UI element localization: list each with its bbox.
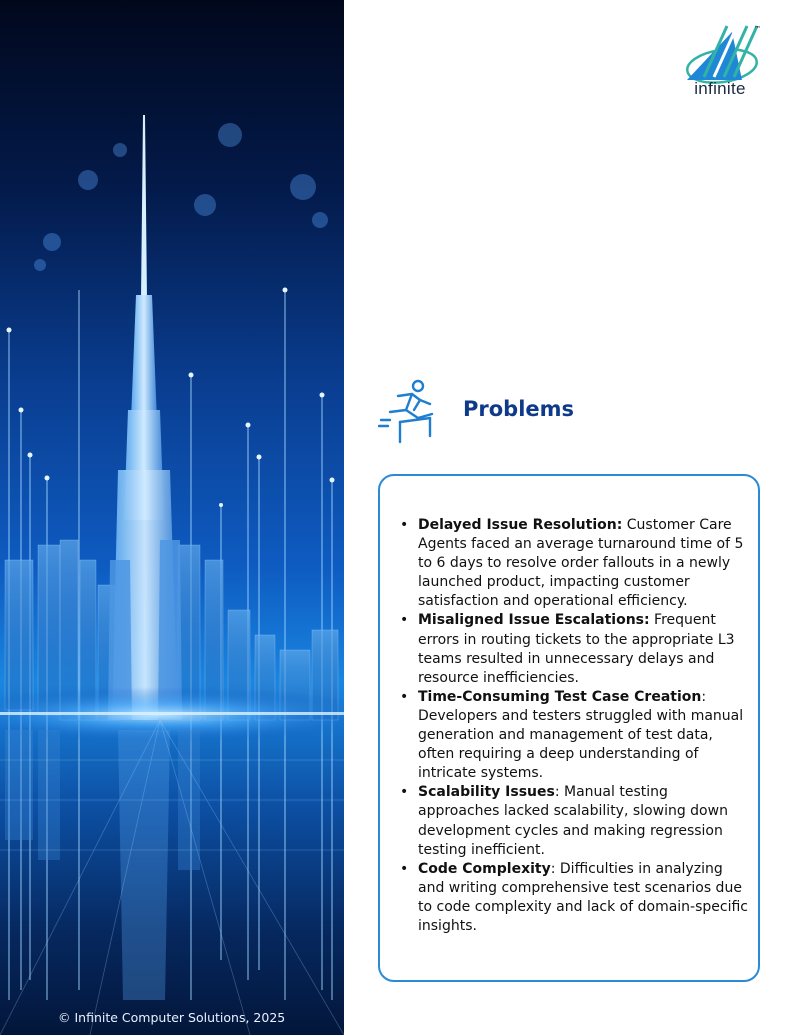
item-title: Time-Consuming Test Case Creation <box>418 688 702 705</box>
hurdle-runner-icon <box>378 378 438 448</box>
trademark-mark: ™ <box>754 25 761 33</box>
logo-wordmark: infinite <box>694 79 746 98</box>
item-body: : Developers and testers struggled with manual generation and management of test data, often requiring a deep understanding of intricate systems. <box>418 688 744 782</box>
item-body: : Manual testing approaches lacked scalability, slowing down development cycles and making regression testing inefficient. <box>418 784 728 858</box>
list-item <box>398 516 750 611</box>
item-body: : Difficulties in analyzing and writing comprehensive test scenarios due to code complexity and lack of domain-specific insights. <box>418 860 748 934</box>
skyline-illustration <box>0 0 344 1035</box>
list-item <box>398 860 750 936</box>
item-title: Code Complexity <box>418 860 551 877</box>
item-body: Frequent errors in routing tickets to the appropriate L3 teams resulted in unnecessary delays and resource inefficiencies. <box>418 612 735 686</box>
list-item <box>398 611 750 687</box>
hero-city-image <box>0 0 344 1035</box>
item-body: Customer Care Agents faced an average turnaround time of 5 to 6 days to resolve order fallouts in a newly launched product, impacting customer satisfaction and operational efficiency. <box>418 517 744 610</box>
list-item <box>398 783 750 859</box>
copyright-text: © Infinite Computer Solutions, 2025 <box>58 1010 286 1025</box>
problems-list <box>398 516 750 936</box>
item-title: Delayed Issue Resolution: <box>418 517 623 533</box>
section-title: Problems <box>463 397 575 421</box>
item-title: Misaligned Issue Escalations: <box>418 612 650 629</box>
item-title: Scalability Issues <box>418 784 555 801</box>
list-item <box>398 688 750 783</box>
